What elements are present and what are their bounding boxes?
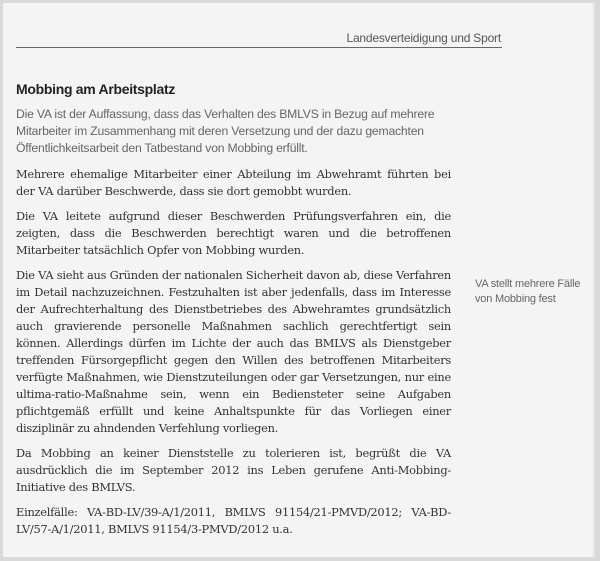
running-head: Landesverteidigung und Sport [346,31,501,45]
document-page [3,3,595,557]
header-rule [16,47,502,48]
body-paragraph: Da Mobbing an keiner Dienststelle zu tolerieren ist, begrüßt die VA ausdrücklich die im September 2012 ins Leben gerufene Anti-Mobbing-Initiative des BMLVS. [16,446,451,494]
lead-paragraph: Die VA ist der Auffassung, dass das Verhalten des BMLVS in Bezug auf mehrere Mitarbeiter im Zusammenhang mit deren Versetzung und der dazu gemachten Öffentlichkeitsarbeit den Tatbestand von Mobbing erfüllt. [16,107,435,155]
body-paragraph: Die VA leitete aufgrund dieser Beschwerden Prüfungsverfahren ein, die zeigten, dass die Beschwerden berechtigt waren und die betroffenen Mitarbeiter tatsächlich Opfer von Mobbing wurden. [16,209,451,257]
body-paragraph: Mehrere ehemalige Mitarbeiter einer Abteilung im Abwehramt führten bei der VA darüber Beschwerde, dass sie dort gemobbt wurden. [16,167,451,198]
case-references: Einzelfälle: VA-BD-LV/39-A/1/2011, BMLVS 91154/21-PMVD/2012; VA-BD-LV/57-A/1/2011, BMLVS 91154/3-PMVD/2012 u.a. [16,505,451,536]
body-paragraph: Die VA sieht aus Gründen der nationalen Sicherheit davon ab, diese Verfahren im Detail nachzuzeichnen. Festzuhalten ist aber jedenfalls, dass im Interesse der Aufrechterhaltung des Dienstbetriebes des Abwehramtes grundsätzlich auch gravierende personelle Maßnahmen sachlich gerechtfertigt sein können. Allerdings dürfen im Lichte der auch das BMLVS als Dienstgeber treffenden Fürsorgepflicht gegen den Willen des betroffenen Mitarbeiters verfügte Maßnahmen, wie Dienstzuteilungen oder gar Versetzungen, nur eine ultima-ratio-Maßnahme sein, wenn ein Bediensteter seine Aufgaben pflichtgemäß erfüllt und keine Anhaltspunkte für das Vorliegen einer disziplinär zu ahndenden Verfehlung vorliegen. [16,268,451,435]
section-body [16,106,451,546]
section-title: Mobbing am Arbeitsplatz [16,81,176,97]
margin-note: VA stellt mehrere Fälle von Mobbing fest [475,278,581,305]
